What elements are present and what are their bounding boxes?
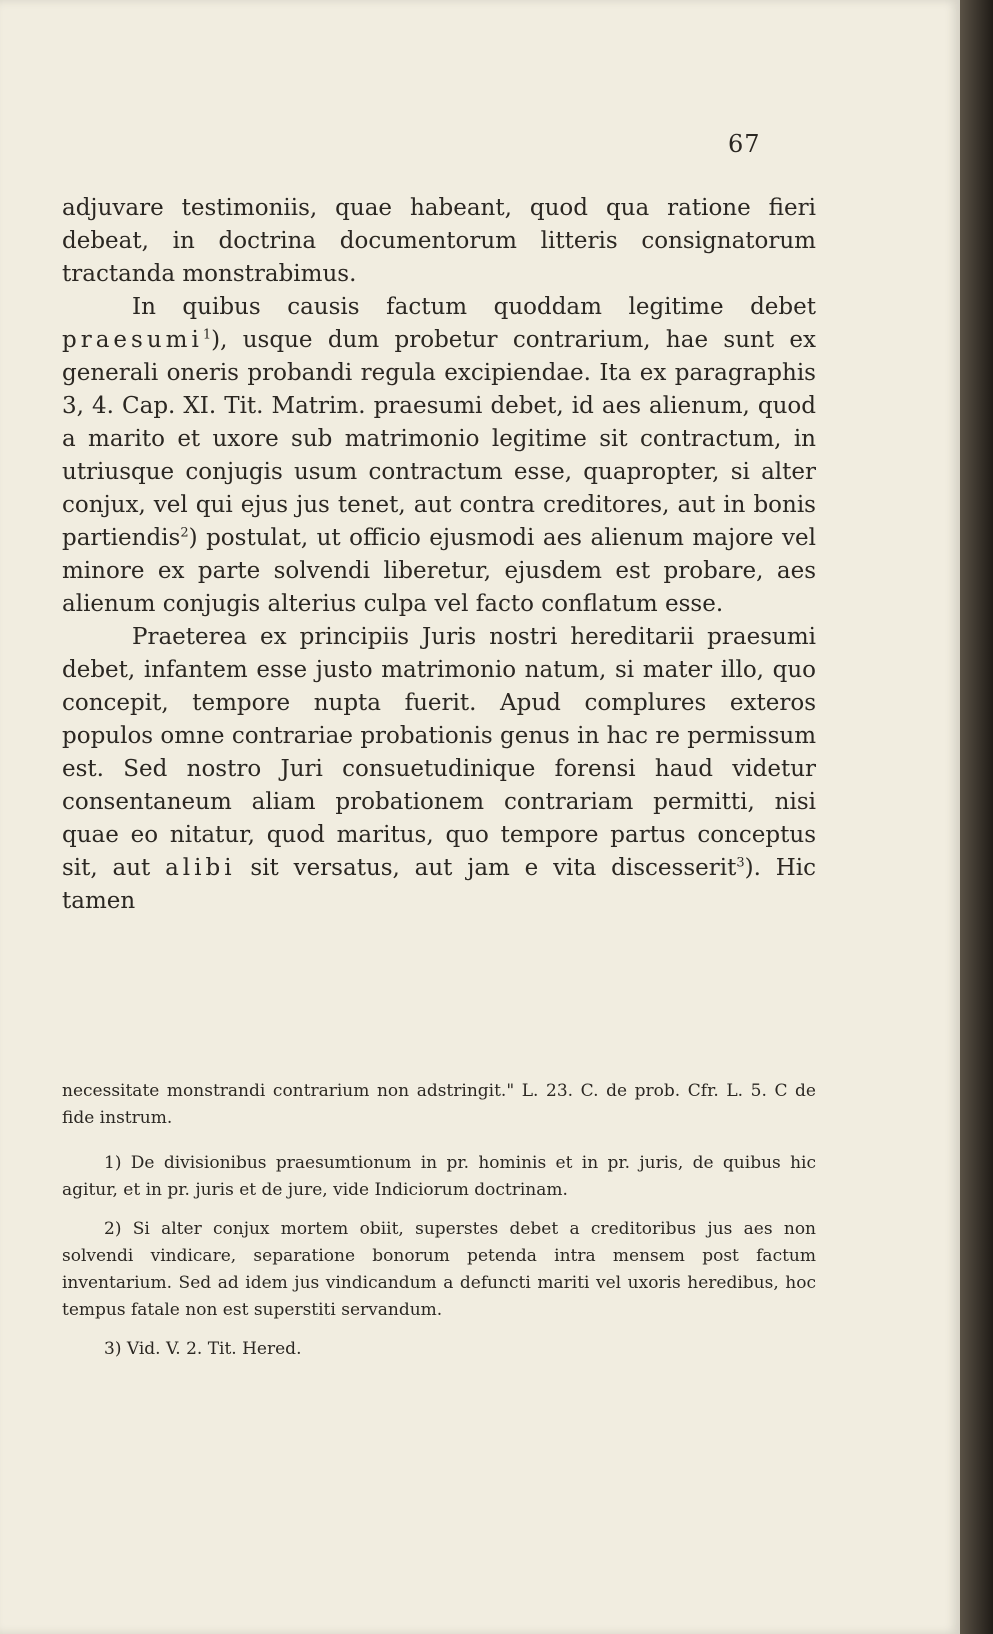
footnote-continuation: necessitate monstrandi contrarium non adstringit." L. 23. C. de prob. Cfr. L. 5. C de fide instrum. bbox=[62, 1081, 816, 1128]
spaced-word: praesumi bbox=[62, 327, 203, 353]
text-run: adjuvare testimoniis, quae habeant, quod qua ratione fieri debeat, in doctrina documentorum litteris consignatorum tractanda monstrabimus. bbox=[62, 195, 816, 287]
text-run: ) postulat, ut officio ejusmodi aes alienum majore vel minore ex parte solvendi liberetur, ejusdem est probare, aes alienum conjugis alterius culpa vel facto conflatum esse. bbox=[62, 525, 816, 617]
text-run: ). Hic tamen bbox=[62, 855, 817, 914]
text-run: In quibus causis factum quoddam legitime debet bbox=[132, 294, 816, 320]
footnote-ref: 1 bbox=[202, 327, 212, 343]
spaced-word: alibi bbox=[165, 855, 236, 881]
text-run: Praeterea ex principiis Juris nostri hereditarii praesumi debet, infantem esse justo matrimonio natum, si mater illo, quo concepit, tempore nupta fuerit. Apud complures exteros populos omne contrariae probationis genus in hac re permissum est. Sed nostro Juri consuetudinique forensi haud videtur consentaneum aliam probationem contrariam permitti, nisi quae eo nitatur, quod maritus, quo tempore partus conceptus sit, aut bbox=[62, 624, 816, 881]
footnote-ref: 2 bbox=[180, 525, 189, 541]
paragraph bbox=[62, 192, 816, 291]
paragraph bbox=[62, 621, 816, 918]
page-number: 67 bbox=[728, 130, 761, 158]
footnote-ref: 3 bbox=[736, 855, 745, 871]
text-run: sit versatus, aut jam e vita discesserit bbox=[235, 855, 737, 881]
footnote: 2) Si alter conjux mortem obiit, superstes debet a creditoribus jus aes non solvendi vindicare, separatione bonorum petenda intra mensem post factum inventarium. Sed ad idem jus vindicandum a defuncti mariti vel uxoris heredibus, hoc tempus fatale non est superstiti servandum. bbox=[62, 1219, 816, 1320]
footnote: 3) Vid. V. 2. Tit. Hered. bbox=[104, 1339, 302, 1359]
text-run: ), usque dum probetur contrarium, hae sunt ex generali oneris probandi regula excipiendae. Ita ex paragraphis 3, 4. Cap. XI. Tit. Matrim. praesumi debet, id aes alienum, quod a marito et uxore sub matrimonio legitime sit contractum, in utriusque conjugis usum contractum esse, quapropter, si alter conjux, vel qui ejus jus tenet, aut contra creditores, aut in bonis partiendis bbox=[62, 327, 816, 551]
paragraph bbox=[62, 291, 816, 621]
footnotes bbox=[62, 1078, 816, 1375]
footnote: 1) De divisionibus praesumtionum in pr. hominis et in pr. juris, de quibus hic agitur, et in pr. juris et de jure, vide Indiciorum doctrinam. bbox=[62, 1153, 816, 1200]
main-text bbox=[62, 192, 816, 918]
page-edge-shadow bbox=[960, 0, 993, 1634]
